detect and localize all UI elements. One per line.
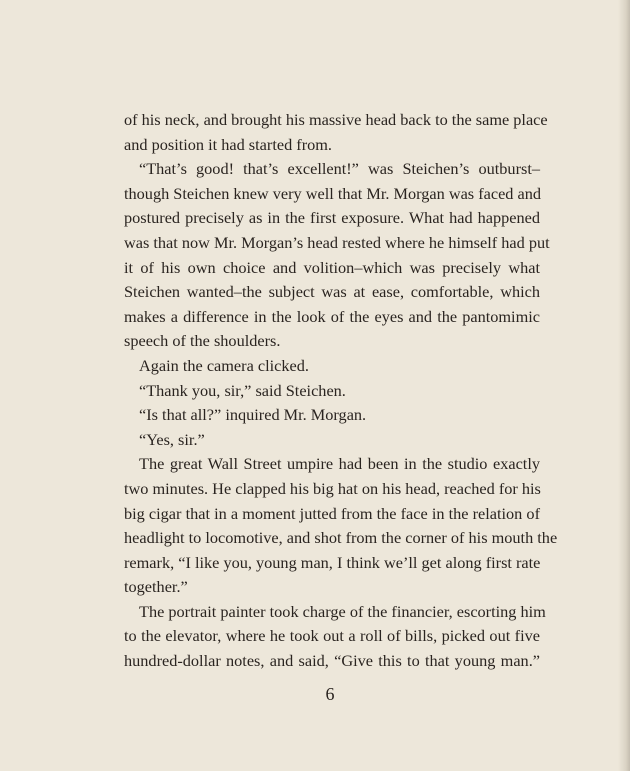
text-line: though Steichen knew very well that Mr. Morgan was faced and [124,183,542,203]
text-line: hundred-dollar notes, and said, “Give this to that young man.” [124,651,540,671]
text-line: remark, “I like you, young man, I think we’ll get along first rate [124,552,541,572]
text-line: to the elevator, where he took out a roll of bills, picked out five [124,626,540,646]
text-line: The great Wall Street umpire had been in the studio exactly [139,454,540,474]
text-line: and position it had started from. [124,134,332,154]
text-line: it of his own choice and volition–which was precisely what [124,257,540,277]
text-line: together.” [124,577,188,597]
body-text [124,108,558,674]
text-line: Again the camera clicked. [139,355,309,375]
text-line: makes a difference in the look of the eyes and the pantomimic [124,306,540,326]
text-line: “Yes, sir.” [139,429,205,449]
page-number: 6 [325,684,335,704]
text-line: Steichen wanted–the subject was at ease, comfortable, which [124,282,540,302]
text-line: “That’s good! that’s excellent!” was Steichen’s outburst– [139,159,540,179]
text-line: The portrait painter took charge of the financier, escorting him [139,601,546,621]
text-line: “Is that all?” inquired Mr. Morgan. [139,405,367,425]
text-line: of his neck, and brought his massive head back to the same place [124,110,548,129]
text-line: big cigar that in a moment jutted from the face in the relation of [124,503,540,523]
text-line: headlight to locomotive, and shot from the corner of his mouth the [124,528,558,548]
text-line: two minutes. He clapped his big hat on his head, reached for his [124,478,541,498]
text-line: postured precisely as in the first exposure. What had happened [124,208,540,228]
text-line: “Thank you, sir,” said Steichen. [139,380,346,400]
text-line: speech of the shoulders. [124,331,281,351]
text-line: was that now Mr. Morgan’s head rested where he himself had put [124,232,550,252]
